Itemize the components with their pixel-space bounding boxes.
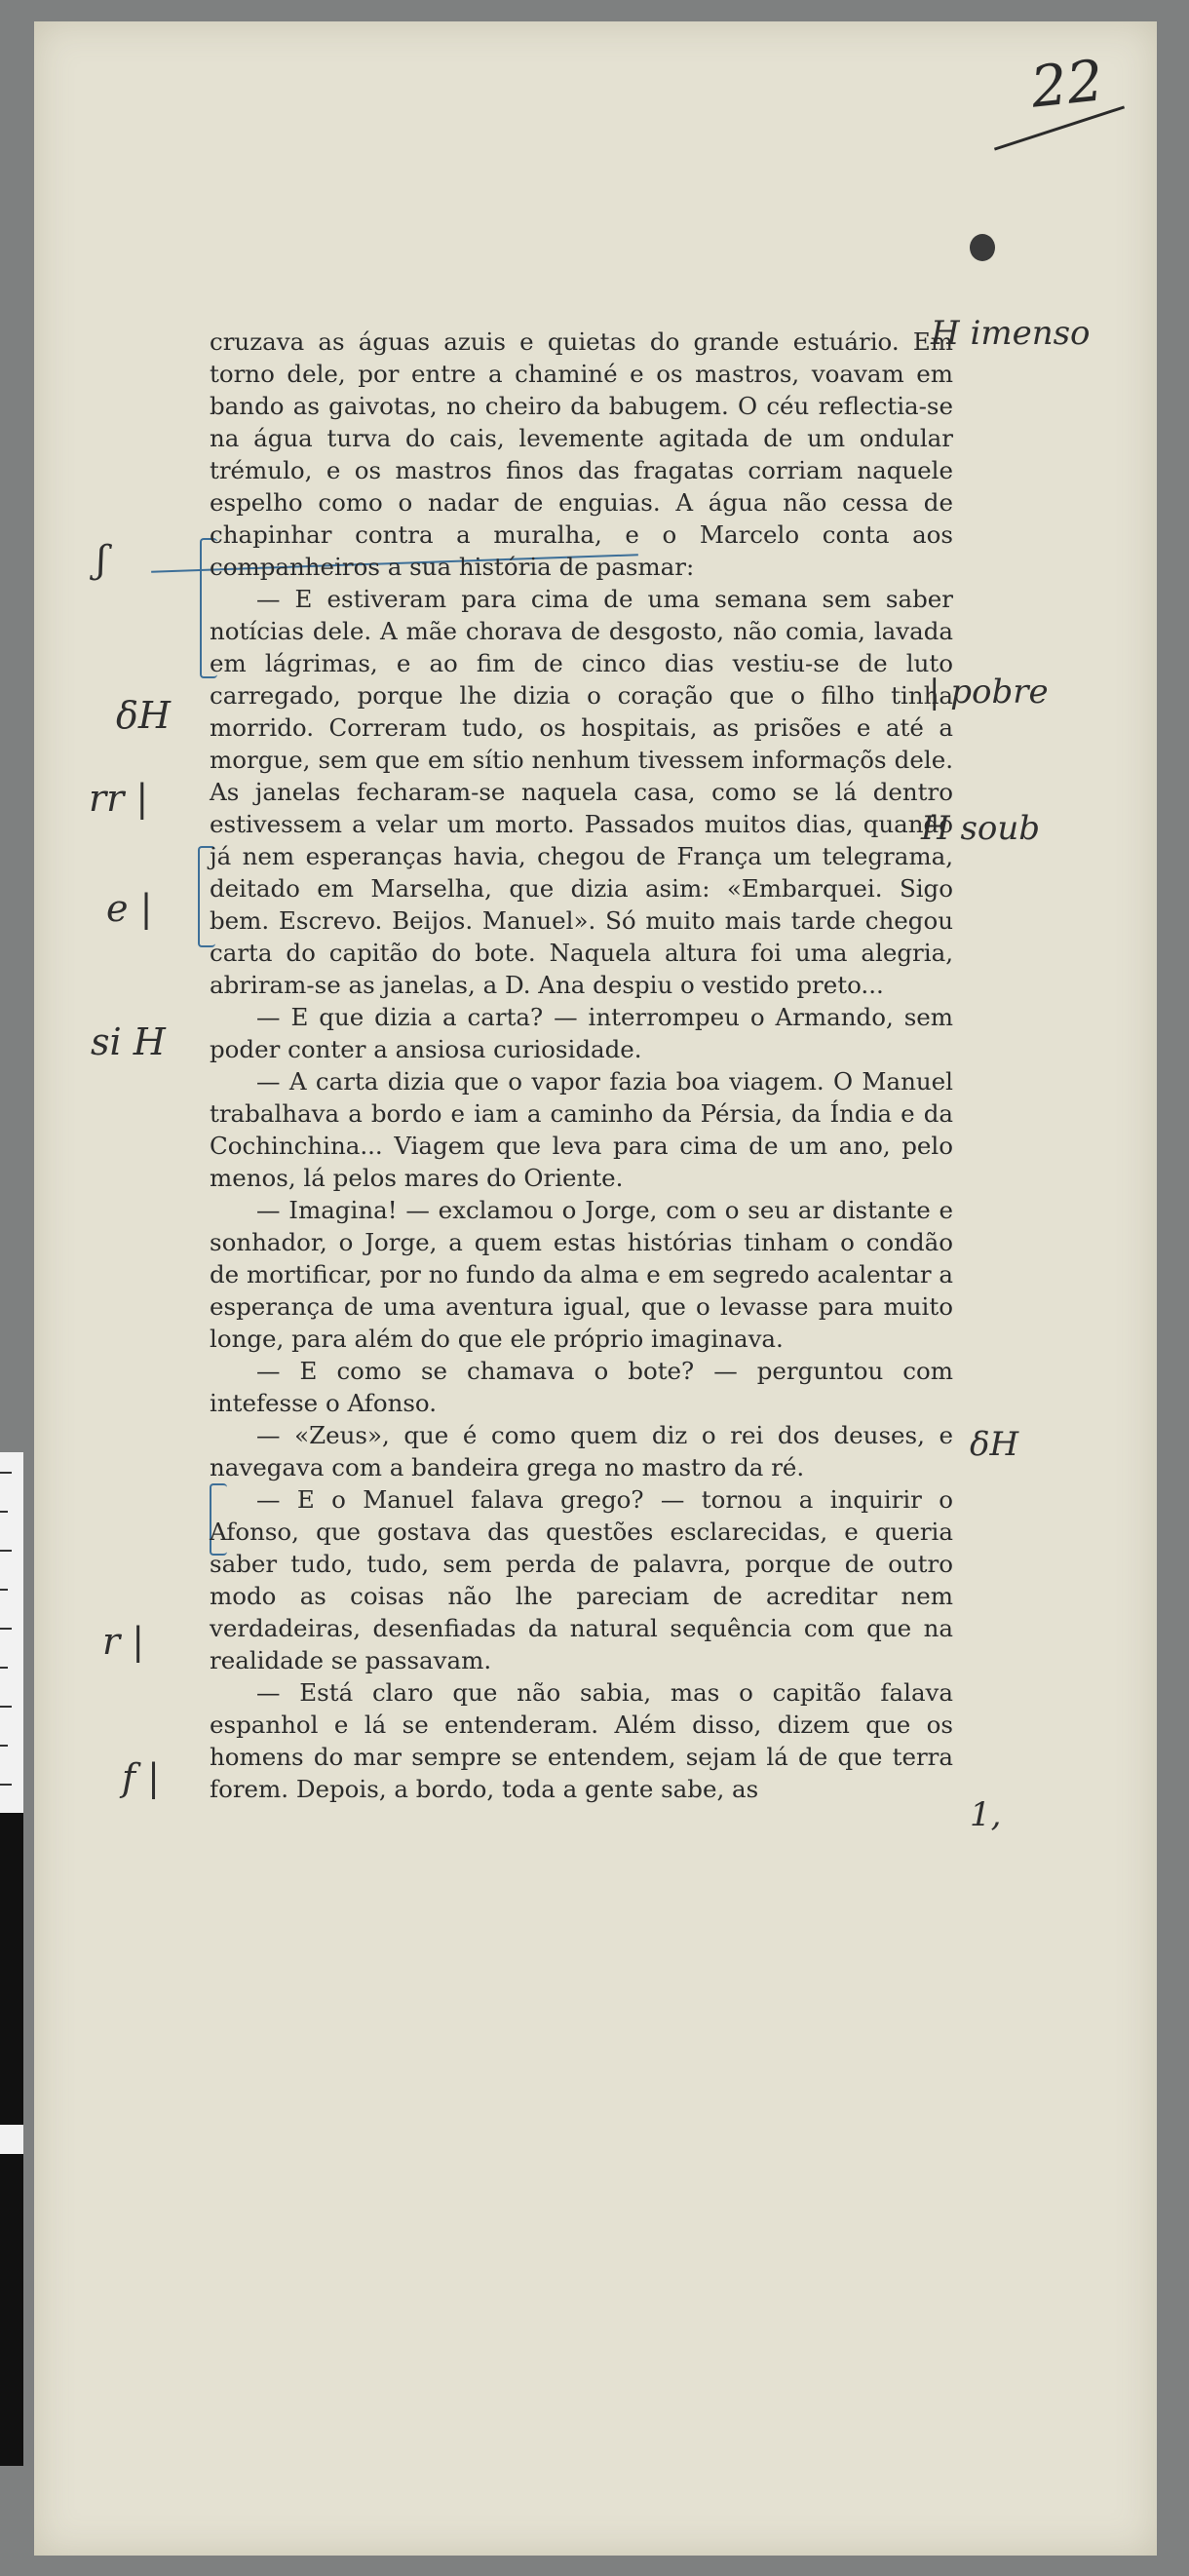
margin-note-left-7: f | xyxy=(122,1756,160,1799)
paragraph-5: — Imagina! — exclamou o Jorge, com o seu ar distante e sonhador, o Jorge, a quem estas histórias tinham o condão de mortificar, por no fundo da alma e em segredo acalentar a esperança de uma aventura igual, que o levasse para muito longe, para além do que ele próprio imaginava. xyxy=(210,1196,953,1353)
body-text xyxy=(210,326,953,1805)
margin-note-left-2: δH xyxy=(116,694,172,737)
margin-note-right-5: 1, xyxy=(970,1795,1002,1834)
paragraph-9: — Está claro que não sabia, mas o capitão falava espanhol e lá se entenderam. Além disso, dizem que os homens do mar sempre se entendem, sejam lá de que terra forem. Depois, a bordo, toda a gente sabe, as xyxy=(210,1678,953,1803)
paragraph-4: — A carta dizia que o vapor fazia boa viagem. O Manuel trabalhava a bordo e iam a caminho da Pérsia, da Índia e da Cochinchina... Viagem que leva para cima de um ano, pelo menos, lá pelos mares do Oriente. xyxy=(210,1067,953,1192)
paragraph-6: — E como se chamava o bote? — perguntou com intefesse o Afonso. xyxy=(210,1357,953,1417)
paragraph-3: — E que dizia a carta? — interrompeu o Armando, sem poder conter a ansiosa curiosidade. xyxy=(210,1003,953,1063)
margin-note-left-3: rr | xyxy=(89,777,149,820)
margin-note-left-4: e | xyxy=(106,887,153,930)
paragraph-7: — «Zeus», que é como quem diz o rei dos deuses, e navegava com a bandeira grega no mastro da ré. xyxy=(210,1421,953,1481)
margin-note-right-3: H soub xyxy=(921,809,1041,848)
page-number: 22 xyxy=(1027,47,1107,121)
paragraph-2: — E estiveram para cima de uma semana sem saber notícias dele. A mãe chorava de desgosto, não comia, lavada em lágrimas, e ao fim de cinco dias vestiu-se de luto carregado, porque lhe dizia o coração que o filho tinha morrido. Correram tudo, os hospitais, as prisões e até a morgue, sem que em sítio nenhum tivessem informaçõs dele. As janelas fecharam-se naquela casa, como se lá dentro estivessem a velar um morto. Passados muitos dias, quando já nem esperanças havia, chegou de França um telegrama, deitado em Marselha, que dizia asim: «Embarquei. Sigo bem. Escrevo. Beijos. Manuel». Só muito mais tarde chegou carta do capitão do bote. Naquela altura foi uma alegria, abriram-se as janelas, a D. Ana despiu o vestido preto... xyxy=(210,585,953,999)
margin-note-left-1: ʃ xyxy=(96,538,107,581)
manuscript-page xyxy=(34,21,1157,2556)
margin-note-right-4: δH xyxy=(970,1425,1019,1464)
paragraph-8: — E o Manuel falava grego? — tornou a inquirir o Afonso, que gostava das questões esclarecidas, e queria saber tudo, tudo, sem perda de palavra, porque de outro modo as coisas não lhe pareciam de acreditar nem verdadeiras, desenfiadas da natural sequência com que na realidade se passavam. xyxy=(210,1485,953,1674)
ink-spot xyxy=(970,234,995,261)
margin-note-left-6: r | xyxy=(102,1620,145,1663)
margin-note-right-1: H imenso xyxy=(931,314,1091,353)
margin-note-left-5: si H xyxy=(91,1020,166,1063)
margin-note-right-2: | pobre xyxy=(929,673,1049,711)
scan-ruler-strip xyxy=(0,1452,23,2466)
paragraph-1: cruzava as águas azuis e quietas do grande estuário. Em torno dele, por entre a chaminé e os mastros, voavam em bando as gaivotas, no cheiro da babugem. O céu reflectia-se na água turva do cais, levemente agitada de um ondular trémulo, e os mastros finos das fragatas corriam naquele espelho como o nadar de enguias. A água não cessa de chapinhar contra a muralha, e o Marcelo conta aos companheiros a sua história de pasmar: xyxy=(210,327,953,581)
